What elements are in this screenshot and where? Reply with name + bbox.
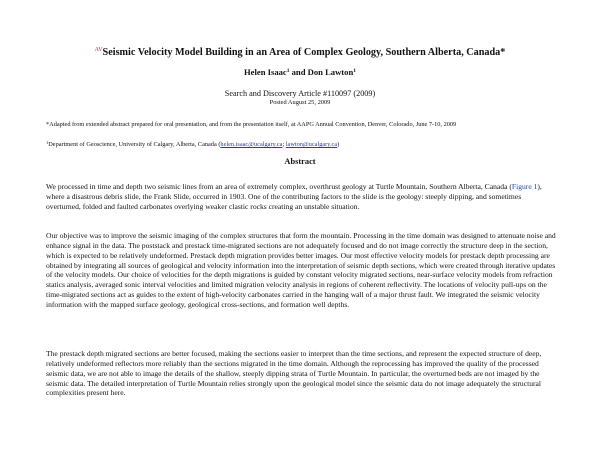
posted-date: Posted August 25, 2009: [269, 99, 331, 106]
author-isaac: Helen Isaac: [244, 67, 287, 77]
abstract-paragraph-1: [46, 182, 556, 212]
affiliation-close: ): [337, 141, 340, 148]
author-lawton: Don Lawton: [307, 67, 354, 77]
email-lawton-link[interactable]: lawton@ucalgary.ca: [285, 141, 338, 148]
affiliation-sup: 1: [46, 140, 49, 145]
abstract-paragraph-2: Our objective was to improve the seismic imaging of the complex structures that form the mountain. Processing in the time domain was designed to attenuate noise and enhance signal in the data. The poststack and prestack time-migrated sections are not adequately focused and do not image correctly the structure deep in the section, which is expected to be relatively undeformed. Prestack depth migration provides better images. Our most effective velocity models for prestack depth processing are obtained by integrating all sources of geological and velocity information into the interpretation of seismic depth sections, which were created through iterative updates of the velocity models. Our choice of velocities for the depth migrations is guided by constant velocity migrated sections, near-surface velocity models from refraction statics analysis, averaged sonic interval velocities and limited migration velocity analysis in regions of coherent reflectivity. The locations of velocity pull-ups on the time-migrated sections act as guides to the extent of high-velocity carbonates carried in the hanging wall of a major thrust fault. We integrated the seismic velocity information with the mapped surface geology, geological cross-sections, and formation well depths.: [46, 231, 556, 309]
article-title: [0, 44, 600, 59]
affiliation-note: [46, 139, 566, 149]
adapted-note: *Adapted from extended abstract prepared for oral presentation, and from the presentation itself, at AAPG Annual Convention, Denver, Colorado, June 7-10, 2009: [46, 121, 457, 128]
figure-1-link[interactable]: Figure 1: [511, 182, 538, 191]
author-conjunction: and: [289, 67, 308, 77]
email-separator: ;: [282, 141, 286, 148]
author-line: [0, 66, 600, 78]
email-isaac-link[interactable]: helen.isaac@ucalgary.ca: [220, 141, 283, 148]
affiliation-text: Department of Geoscience, University of Calgary, Alberta, Canada (: [48, 141, 221, 148]
author-isaac-affil: 1: [286, 68, 290, 74]
abstract-heading: Abstract: [284, 157, 316, 166]
av-marker[interactable]: AV: [94, 47, 103, 53]
article-number: Search and Discovery Article #110097 (2009): [224, 89, 376, 98]
p1-text-after: ), where a disastrous debris slide, the Frank Slide, occurred in 1903. One of the contributing factors to the slide is the geology: steeply dipping, and sometimes overturned, folded and faulted carbonates overlying weaker clastic rocks creating an unstable situation.: [46, 182, 542, 211]
author-lawton-affil: 1: [353, 68, 356, 74]
p1-text-before: We processed in time and depth two seismic lines from an area of extremely complex, overthrust geology at Turtle Mountain, Southern Alberta, Canada (: [46, 182, 512, 191]
title-text: Seismic Velocity Model Building in an Area of Complex Geology, Southern Alberta, Canada*: [102, 47, 506, 58]
abstract-paragraph-3: The prestack depth migrated sections are better focused, making the sections easier to interpret than the time sections, and represent the expected structure of deep, relatively undeformed reflectors more reliably than the sections migrated in the time domain. Although the reprocessing has improved the quality of the processed seismic data, we are not able to image the details of the shallow, steeply dipping strata of Turtle Mountain. In particular, the overturned beds are not imaged by the seismic data. The detailed interpretation of Turtle Mountain relies strongly upon the geological model since the seismic data do not image adequately the structural complexities present here.: [46, 349, 542, 398]
